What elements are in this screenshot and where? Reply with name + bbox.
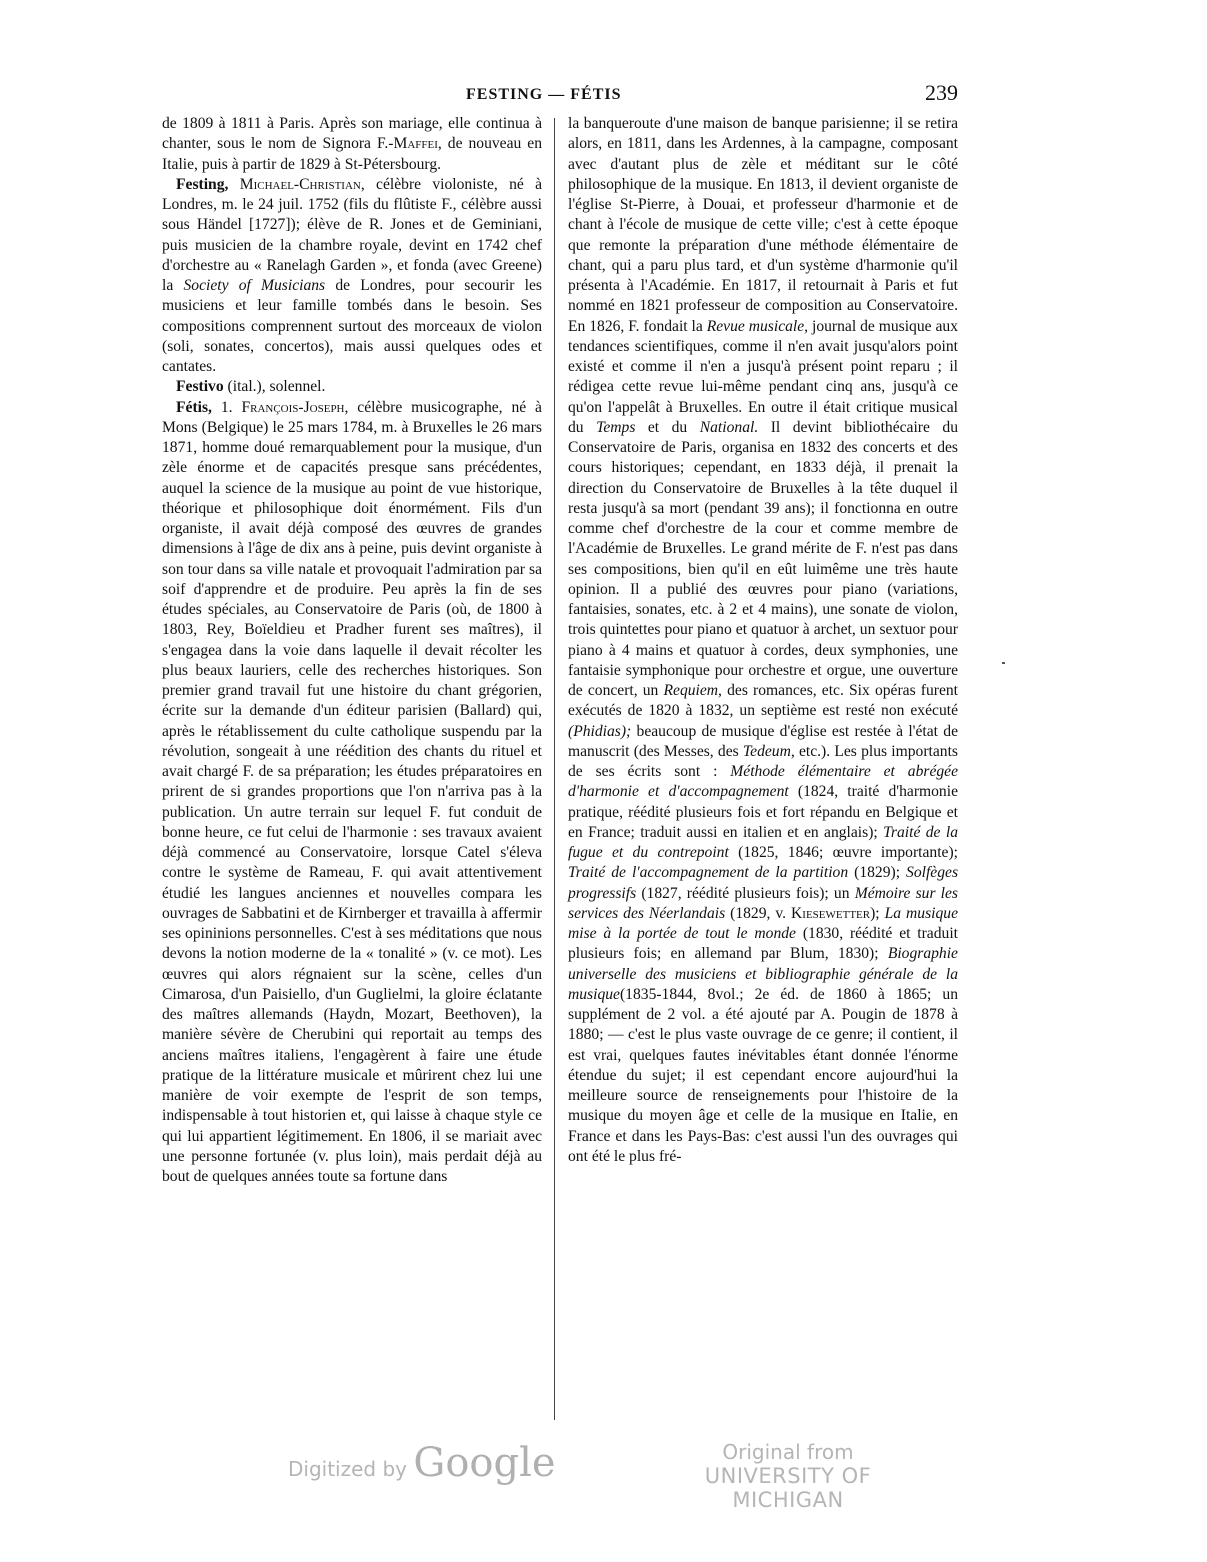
entry-festing: Festing, Michael-Christian, célèbre violoniste, né à Londres, m. le 24 juil. 1752 (fils du flûtiste F., célèbre aussi sous Händel [1727]); élève de R. Jones et de Geminiani, puis musicien de la chambre royale, devint en 1742 chef d'orchestre au « Ranelagh Garden », et fonda (avec Greene) la Society of Musicians de Londres, pour secourir les musiciens et leur famille tombés dans le besoin. Ses compositions comprennent surtout des morceaux de violon (soli, sonates, concertos), mais aussi quelques odes et cantates. — [162, 175, 543, 375]
digitized-by-watermark — [288, 1440, 556, 1486]
entry-festivo: Festivo (ital.), solennel. — [176, 378, 326, 396]
paragraph-maffei-continuation: de 1809 à 1811 à Paris. Après son mariage, elle continua à chanter, sous le nom de Signora F.-Maffei, de nouveau en Italie, puis à partir de 1829 à St-Pétersbourg. — [162, 115, 542, 173]
name-kiesewetter: Kiesewetter — [791, 904, 871, 922]
headword-fetis: Fétis, — [176, 398, 212, 416]
page-number: 239 — [925, 80, 958, 105]
university-text: UNIVERSITY OF MICHIGAN — [704, 1464, 872, 1512]
right-column — [568, 114, 958, 1426]
left-column — [162, 114, 542, 1426]
title-society: Society of Musicians — [183, 277, 326, 294]
headword-festing: Festing, — [176, 175, 229, 193]
running-title: FESTING — FÉTIS — [466, 86, 622, 103]
headword-festivo: Festivo — [176, 378, 224, 396]
entry-fetis: Fétis, 1. François-Joseph, célèbre musicographe, né à Mons (Belgique) le 25 mars 1784, m. à Bruxelles le 26 mars 1871, homme doué remarquablement pour la musique, d'un zèle énorme et de capacités presque sans précédentes, auquel la science de la musique au point de vue historique, théorique et philosophique doit énormément. Fils d'un organiste, il avait déjà composé des œuvres de grandes dimensions à l'âge de dix ans à peine, puis devint organiste à son tour dans sa ville natale et provoquait l'admiration par sa soif d'apprendre et de produire. Peu après la fin de ses études spéciales, au Conservatoire de Paris (où, de 1800 à 1803, Rey, Boïeldieu et Pradher furent ses maîtres), il s'engagea dans la voie dans laquelle il devait récolter les plus beaux lauriers, celle des recherches historiques. Son premier grand travail fut une histoire du chant grégorien, écrite sur la demande d'un éditeur parisien (Ballard) qui, après le rétablissement du culte catholique suspendu par la révolution, songeait à une réédition des chants du rituel et avait chargé F. de sa préparation; les études préparatoires en prirent de si grandes proportions que l'on n'arriva pas à la publication. Un autre terrain sur lequel F. fut conduit de bonne heure, ce fut celui de l'harmonie : ses travaux avaient déjà commencé au Conservatoire, lorsque Catel s'éleva contre le système de Rameau, F. qui avait attentivement étudié les langues anciennes et nouvelles compara les ouvrages de Sabbatini et de Kirnberger et travailla à affermir ses opininions personnelles. C'est à ses méditations que nous devons la notion moderne de la « tonalité » (v. ce mot). Les œuvres qui alors régnaient sur la scène, celles d'un Cimarosa, d'un Paisiello, d'un Guglielmi, la gloire éclatante des maîtres allemands (Haydn, Mozart, Beethoven), la manière sévère de Cherubini qui reportait au temps des anciens maîtres italiens, l'engagèrent à faire une étude pratique de la littérature musicale et mûrirent chez lui une manière de voir exempte de l'esprit de son temps, indispensable à tout historien et, qui laisse à chaque style ce qui lui appartient légitimement. En 1806, il se mariait avec une personne fortunée (v. plus loin), mais perdait déjà au bout de quelques années toute sa fortune dans — [162, 398, 542, 1185]
forename-festing: Michael-Christian — [239, 175, 361, 193]
original-from-watermark — [668, 1440, 908, 1512]
scan-speck — [1002, 662, 1005, 664]
digitized-by-text: Digitized by — [288, 1457, 407, 1481]
google-logo: Google — [413, 1440, 556, 1486]
column-divider — [554, 118, 555, 1420]
running-header — [160, 80, 960, 110]
entry-fetis-continuation: la banqueroute d'une maison de banque parisienne; il se retira alors, en 1811, dans les Ardennes, à la campagne, composant avec d'autant plus de zèle et méditant sur le côté philosophique de la musique. En 1813, il devient organiste de l'église St-Pierre, à Douai, et professeur d'harmonie et de chant à l'école de musique de cette ville; c'est à cette époque que remonte la préparation d'une méthode élémentaire de chant, qui a paru plus tard, et d'un système d'harmonie qu'il présenta à l'Académie. En 1817, il retournait à Paris et fut nommé en 1821 professeur de composition au Conservatoire. En 1826, F. fondait la Revue musicale, journal de musique aux tendances scientifiques, comme il n'en avait jusqu'alors point existé et comme il n'en a jusqu'à présent point reparu ; il rédigea cette revue lui-même pendant cinq ans, jusqu'à ce qu'on l'appelât à Bruxelles. En outre il était critique musical du Temps et du National. Il devint bibliothécaire du Conservatoire de Paris, organisa en 1832 des concerts et des cours historiques; cependant, en 1833 déjà, il prenait la direction du Conservatoire de Bruxelles à la tête duquel il resta jusqu'à sa mort (pendant 39 ans); il fonctionna en outre comme chef d'orchestre de la cour et comme membre de l'Académie de Bruxelles. Le grand mérite de F. n'est pas dans ses compositions, bien qu'il en eût luimême une très haute opinion. Il a publié des œuvres pour piano (variations, fantaisies, sonates, etc. à 2 et 4 mains), une sonate de violon, trois quintettes pour piano et quatuor à archet, un sextuor pour piano à 4 mains et quatuor à cordes, deux symphonies, une fantaisie symphonique pour orchestre et orgue, une ouverture de concert, un Requiem, des romances, etc. Six opéras furent exécutés de 1820 à 1832, un septième est resté non exécuté (Phidias); beaucoup de musique d'église est restée à l'état de manuscrit (des Messes, des Tedeum, etc.). Les plus importants de ses écrits sont : Méthode élémentaire et abrégée d'harmonie et d'accompagnement (1824, traité d'harmonie pratique, réédité plusieurs fois et fort répandu en Belgique et en France; traduit aussi en italien et en anglais); Traité de la fugue et du contrepoint (1825, 1846; œuvre importante); Traité de l'accompagnement de la partition (1829); Solfèges progressifs (1827, réédité plusieurs fois); un Mémoire sur les services des Néerlandais (1829, v. Kiesewetter); La musique mise à la portée de tout le monde (1830, réédité et traduit plusieurs fois; en allemand par Blum, 1830); Biographie universelle des musiciens et bibliographie générale de la musique(1835-1844, 8vol.; 2e éd. de 1860 à 1865; un supplément de 2 vol. a été ajouté par A. Pougin de 1878 à 1880; — c'est le plus vaste ouvrage de ce genre; il contient, il est vrai, quelques fautes inévitables étant donnée l'énorme étendue du sujet; il est cependant encore aujourd'hui la meilleure source de renseignements pour l'histoire de la musique du moyen âge et celle de la musique en Italie, en France et dans les Pays-Bas: c'est aussi l'un des ouvrages qui ont été le plus fré- — [568, 115, 959, 1165]
forename-fetis: François-Joseph — [241, 398, 345, 416]
original-from-text: Original from — [722, 1440, 854, 1464]
name-maffei: Maffei — [393, 135, 438, 153]
